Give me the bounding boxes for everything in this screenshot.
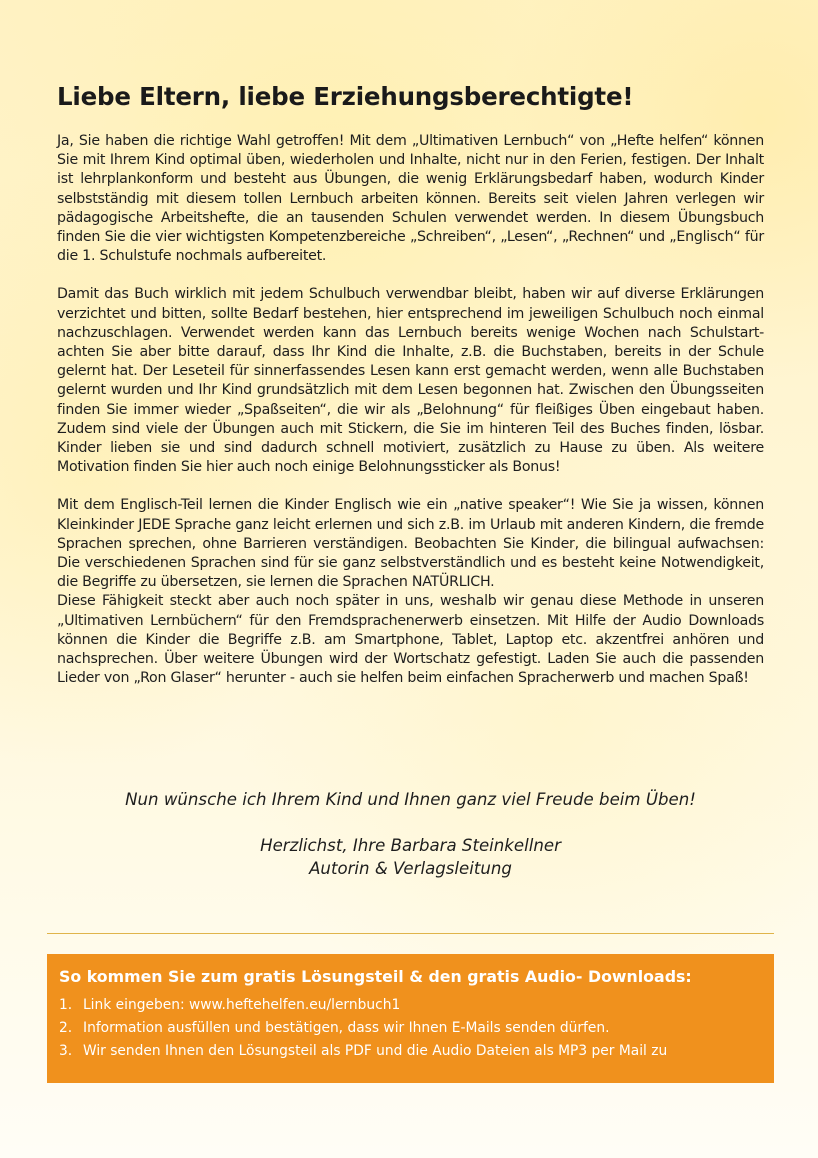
- letter-headline: Liebe Eltern, liebe Erziehungsberechtigte!: [57, 82, 634, 111]
- signature-role: Autorin & Verlagsleitung: [309, 859, 512, 878]
- download-info-box: [47, 954, 774, 1083]
- step-text: Link eingeben: www.heftehelfen.eu/lernbuch1: [83, 997, 401, 1013]
- step-number: 1.: [59, 997, 73, 1013]
- paragraph-usage: Damit das Buch wirklich mit jedem Schulbuch verwendbar bleibt, haben wir auf diverse Erklärungen verzichtet und bitten, sollte Bedarf bestehen, hier entsprechend im jeweiligen Schulbuch noch einmal nachzuschlagen. Verwendet werden kann das Lernbuch bereits wenige Wochen nach Schulstart- achten Sie aber bitte darauf, dass Ihr Kind die Inhalte, z.B. die Buchstaben, bereits in der Schule gelernt hat. Der Leseteil für sinnerfassendes Lesen kann erst gemacht werden, wenn alle Buchstaben gelernt wurden und Ihr Kind grundsätzlich mit dem Lesen begonnen hat. Zwischen den Übungsseiten finden Sie immer wieder „Spaßseiten“, die wir als „Belohnung“ für fleißiges Üben eingebaut haben. Zudem sind viele der Übungen auch mit Stickern, die Sie im hinteren Teil des Buches finden, lösbar. Kinder lieben sie und sind dadurch schnell motiviert, zusätzlich zu Hause zu üben. Als weitere Motivation finden Sie hier auch noch einige Belohnungssticker als Bonus!: [57, 286, 764, 476]
- signature-block: [57, 834, 764, 880]
- closing-wish: Nun wünsche ich Ihrem Kind und Ihnen ganz viel Freude beim Üben!: [125, 790, 696, 809]
- step-text: Wir senden Ihnen den Lösungsteil als PDF und die Audio Dateien als MP3 per Mail zu: [83, 1043, 668, 1059]
- paragraph-intro: Ja, Sie haben die richtige Wahl getroffen! Mit dem „Ultimativen Lernbuch“ von „Hefte helfen“ können Sie mit Ihrem Kind optimal üben, wiederholen und Inhalte, nicht nur in den Ferien, festigen. Der Inhalt ist lehrplankonform und besteht aus Übungen, die wenig Erklärungsbedarf haben, wodurch Kinder selbstständig mit diesem tollen Lernbuch arbeiten können. Bereits seit vielen Jahren verlegen wir pädagogische Arbeitshefte, die an tausenden Schulen verwendet werden. In diesem Übungsbuch finden Sie die vier wichtigsten Kompetenzbereiche „Schreiben“, „Lesen“, „Rechnen“ und „Englisch“ für die 1. Schulstufe nochmals aufbereitet.: [57, 133, 764, 265]
- step-text: Information ausfüllen und bestätigen, dass wir Ihnen E-Mails senden dürfen.: [83, 1020, 610, 1036]
- paragraph-english: Mit dem Englisch-Teil lernen die Kinder Englisch wie ein „native speaker“! Wie Sie ja wissen, können Kleinkinder JEDE Sprache ganz leicht erlernen und sich z.B. im Urlaub mit anderen Kindern, die fremde Sprachen sprechen, ohne Barrieren verständigen. Beobachten Sie Kinder, die bilingual aufwachsen: Die verschiedenen Sprachen sind für sie ganz selbstverständlich und es besteht keine Notwendigkeit, die Begriffe zu übersetzen, sie lernen die Sprachen NATÜRLICH.: [57, 497, 764, 591]
- info-box-title: So kommen Sie zum gratis Lösungsteil & den gratis Audio- Downloads:: [59, 967, 692, 986]
- paragraph-method: Diese Fähigkeit steckt aber auch noch später in uns, weshalb wir genau diese Methode in unseren „Ultimativen Lernbüchern“ für den Fremdsprachenerwerb einsetzen. Mit Hilfe der Audio Downloads können die Kinder die Begriffe z.B. am Smartphone, Tablet, Laptop etc. akzentfrei anhören und nachsprechen. Über weitere Übungen wird der Wortschatz gefestigt. Laden Sie auch die passenden Lieder von „Ron Glaser“ herunter - auch sie helfen beim einfachen Spracherwerb und machen Spaß!: [57, 593, 764, 687]
- step-item: [59, 1040, 762, 1063]
- steps-list: [59, 994, 762, 1063]
- step-item: [59, 994, 762, 1017]
- letter-body: [57, 132, 764, 688]
- step-number: 2.: [59, 1020, 73, 1036]
- step-item: [59, 1017, 762, 1040]
- section-divider: [47, 933, 774, 934]
- step-number: 3.: [59, 1043, 73, 1059]
- signature-name: Herzlichst, Ihre Barbara Steinkellner: [260, 836, 561, 855]
